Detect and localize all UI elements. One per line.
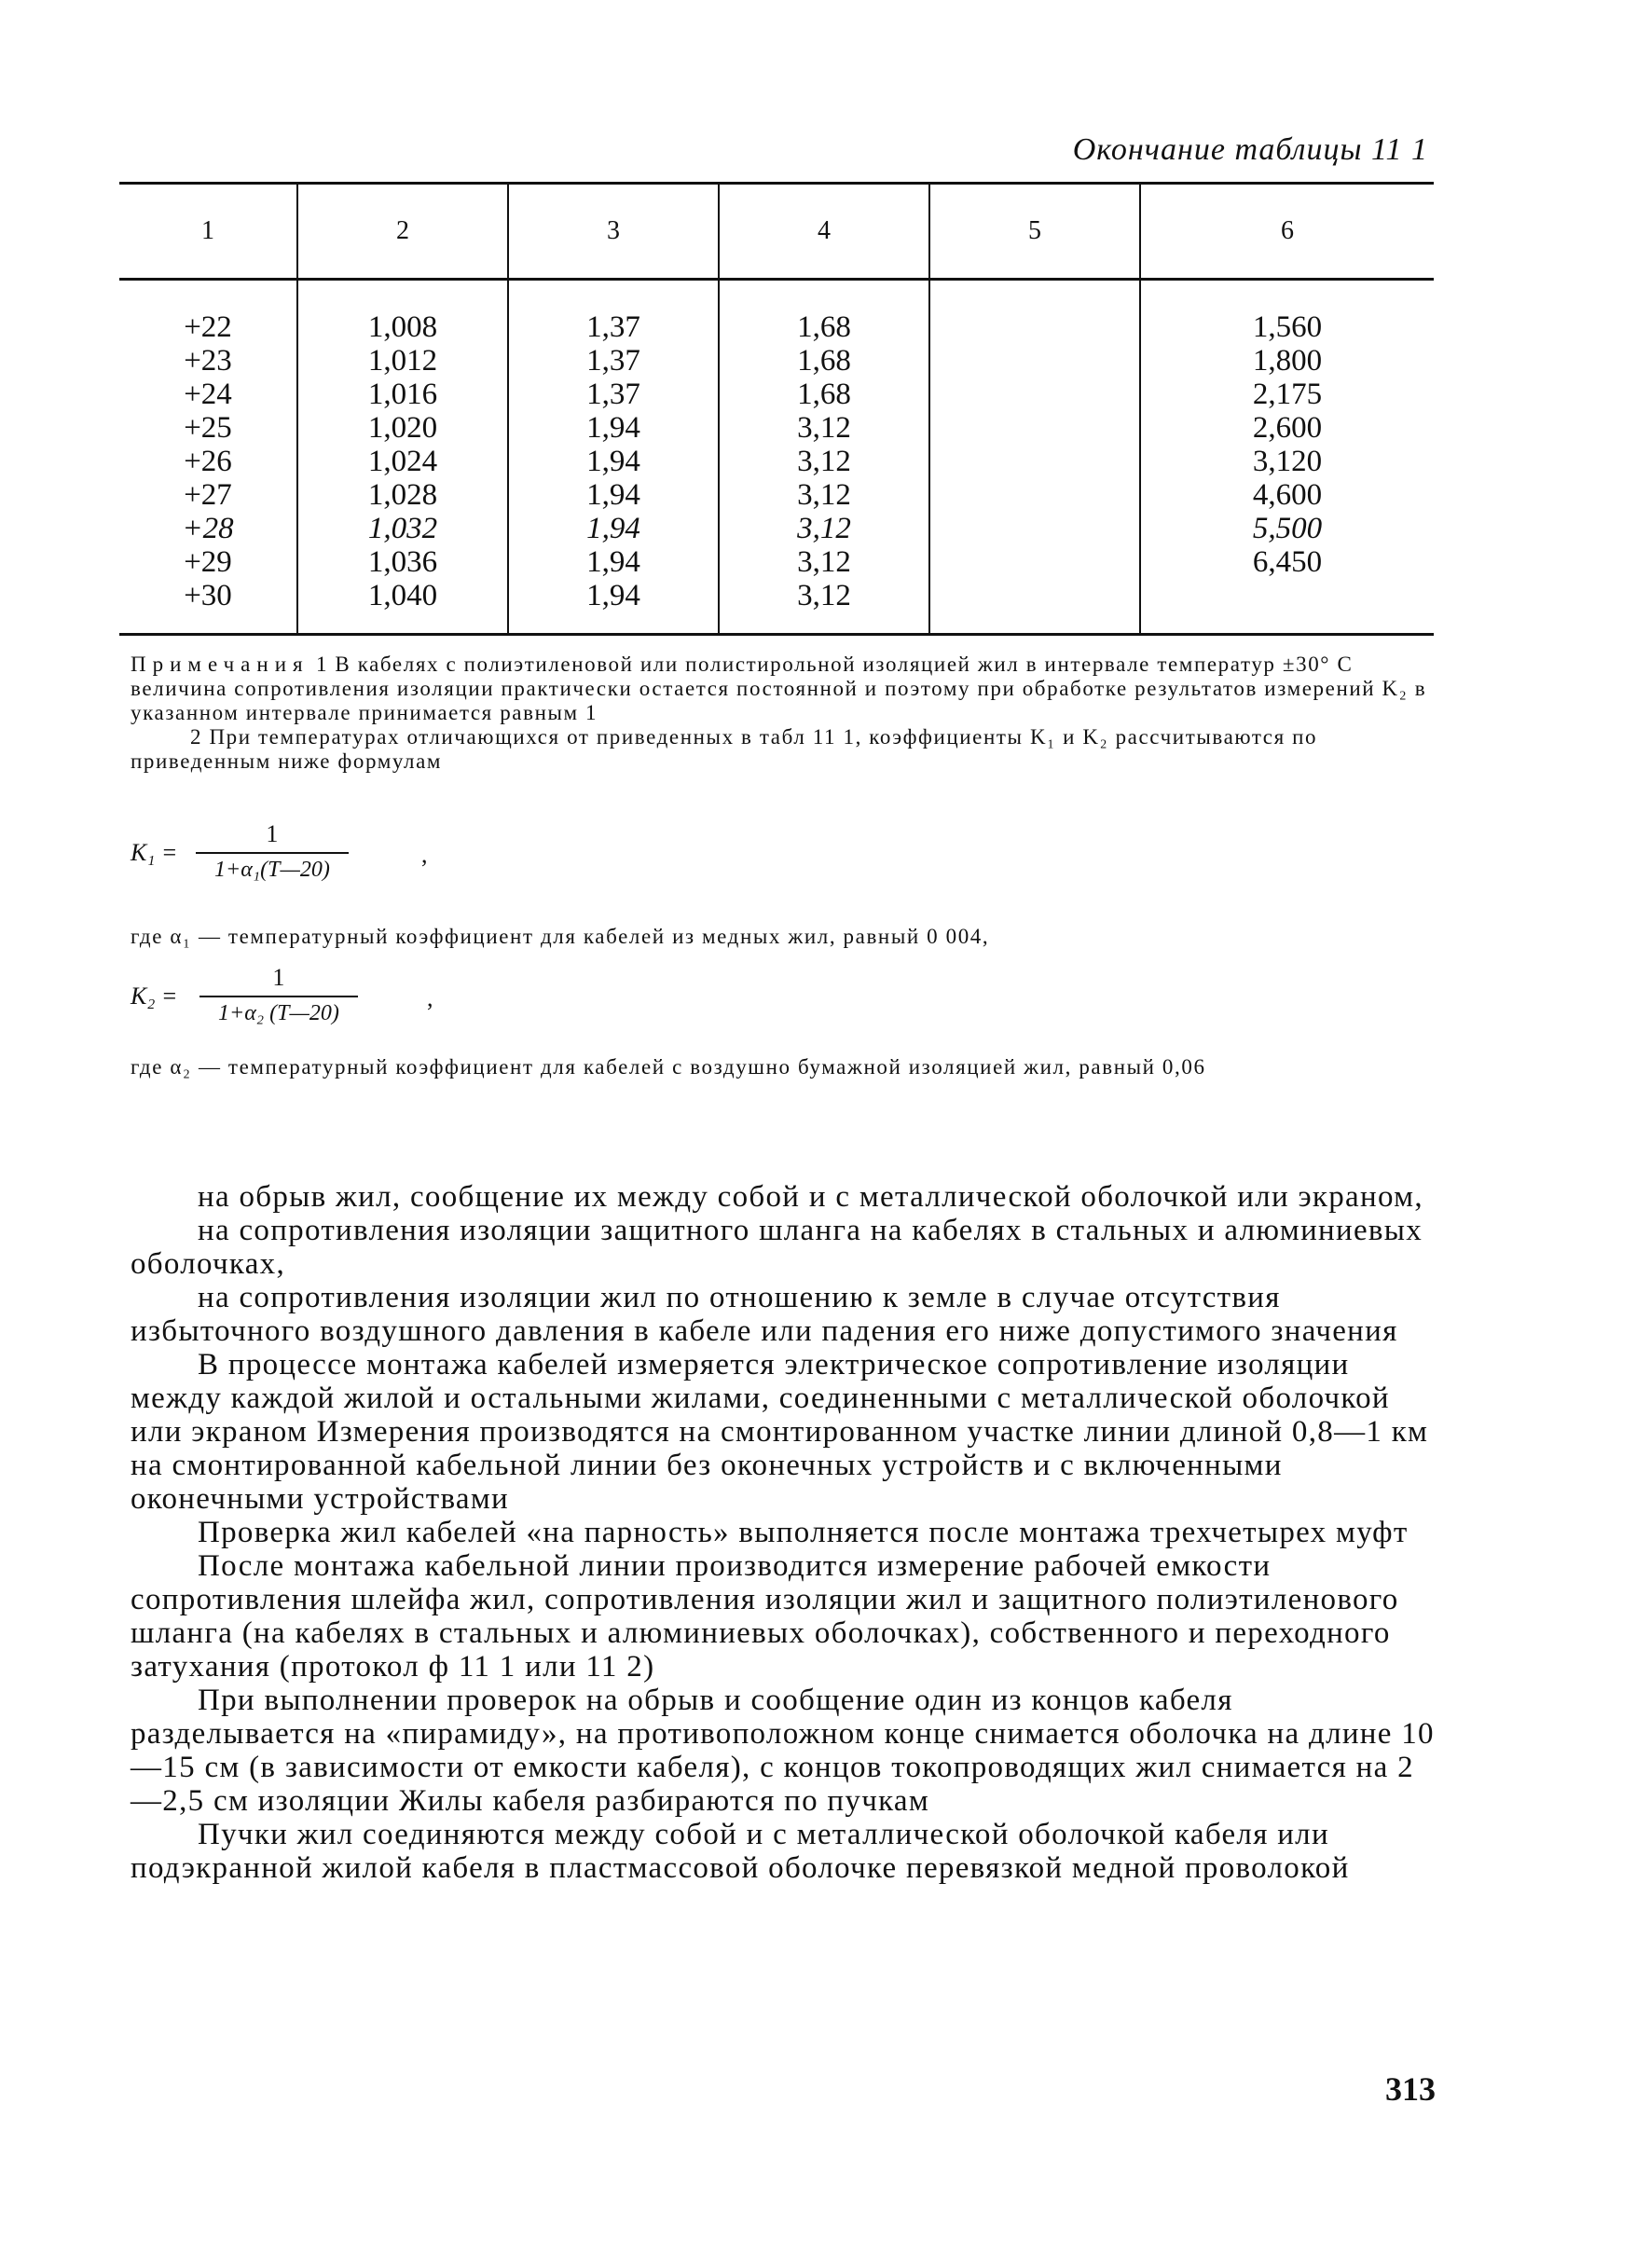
- table-cell: 3,12: [797, 411, 851, 445]
- formula-k1-numerator: 1: [266, 820, 279, 847]
- table-cell: 3,12: [797, 478, 851, 512]
- table-data-row: [119, 280, 1434, 635]
- formula-k2-numerator: 1: [272, 964, 285, 991]
- column-header-5: 5: [929, 184, 1140, 280]
- table-cell: 1,37: [586, 344, 640, 378]
- table-cell: 1,036: [367, 545, 438, 579]
- table-cell: 1,68: [797, 378, 851, 411]
- formula-k2-denominator: 1+α₂ (T—20): [199, 996, 358, 1026]
- table-cell: 1,94: [586, 579, 640, 612]
- formula-k1: [131, 820, 597, 904]
- table-cell: 3,12: [797, 445, 851, 478]
- formula-k1-denominator: 1+α₁(T—20): [196, 852, 349, 883]
- table-cell: 1,560: [1252, 310, 1323, 344]
- column-header-4: 4: [719, 184, 929, 280]
- table-cell: +26: [184, 445, 232, 478]
- table-cell: 1,94: [586, 512, 640, 545]
- table-cell: 1,020: [367, 411, 438, 445]
- table-cell: +24: [184, 378, 232, 411]
- formula-k1-lhs: K₁ =: [131, 839, 178, 866]
- body-paragraph: на обрыв жил, сообщение их между собой и с металлической оболочкой или экраном,: [198, 1180, 1423, 1214]
- table-cell: 1,94: [586, 411, 640, 445]
- column-1-values: [119, 280, 297, 635]
- body-paragraph: После монтажа кабельной линии производится измерение рабочей емкости сопротивления шлейфа жил, сопротивления изоляции жил и защитного полиэтиленового шланга (на кабелях в стальных и алюминиевых оболочках), собственного и переходного затухания (протокол ф 11 1 или 11 2): [131, 1549, 1399, 1684]
- table-continuation-caption: Окончание таблицы 11 1: [1072, 132, 1428, 167]
- column-header-3: 3: [508, 184, 719, 280]
- table-cell: +22: [184, 310, 232, 344]
- table-cell: 3,12: [797, 512, 851, 545]
- notes-label: Примечания: [131, 653, 309, 676]
- table-header-row: [119, 184, 1434, 280]
- column-header-2: 2: [297, 184, 508, 280]
- table-cell: +27: [184, 478, 232, 512]
- table-cell: 1,040: [367, 579, 438, 612]
- column-4-values: [719, 280, 929, 635]
- table-cell: 1,008: [367, 310, 438, 344]
- body-paragraph: Проверка жил кабелей «на парность» выполняется после монтажа трехчетырех муфт: [198, 1516, 1409, 1549]
- table-cell: 1,37: [586, 378, 640, 411]
- table-cell: 6,450: [1252, 545, 1323, 579]
- table-cell: +28: [182, 512, 234, 545]
- column-header-1: 1: [119, 184, 297, 280]
- body-paragraph: на сопротивления изоляции защитного шланга на кабелях в стальных и алюминиевых оболочках,: [131, 1214, 1423, 1281]
- table-cell: 3,120: [1252, 445, 1323, 478]
- formula-k1-comma: ,: [421, 841, 428, 868]
- body-paragraph: Пучки жил соединяются между собой и с металлической оболочкой кабеля или подэкранной жилой кабеля в пластмассовой оболочке перевязкой медной проволокой: [131, 1818, 1350, 1885]
- note-2: 2 При температурах отличающихся от приведенных в табл 11 1, коэффициенты K₁ и K₂ рассчитываются по приведенным ниже формулам: [131, 725, 1318, 773]
- table-cell: 1,028: [367, 478, 438, 512]
- table-cell: 1,016: [367, 378, 438, 411]
- column-header-6: 6: [1140, 184, 1434, 280]
- table-cell: 1,94: [586, 478, 640, 512]
- table-cell: 1,032: [367, 512, 438, 545]
- table-cell: +29: [184, 545, 232, 579]
- temperature-coefficient-table: [119, 182, 1434, 636]
- table-cell: 5,500: [1252, 512, 1323, 545]
- column-5-values: [929, 280, 1140, 635]
- formula-k1-fraction: [196, 820, 349, 883]
- table-notes: [131, 653, 1436, 774]
- table-cell: 1,94: [586, 445, 640, 478]
- table-cell: 1,800: [1252, 344, 1323, 378]
- table-cell: 3,12: [797, 579, 851, 612]
- table-cell: +25: [184, 411, 232, 445]
- table-cell: 1,012: [367, 344, 438, 378]
- table-cell: 3,12: [797, 545, 851, 579]
- table-cell: +30: [184, 579, 232, 612]
- column-6-values: [1140, 280, 1434, 635]
- body-text: [131, 1180, 1436, 1885]
- body-paragraph: В процессе монтажа кабелей измеряется электрическое сопротивление изоляции между каждой жилой и остальными жилами, соединенными с металлической оболочкой или экраном Измерения производятся на смонтированном участке линии длиной 0,8—1 км на смонтированной кабельной линии без оконечных устройств и с включенными оконечными устройствами: [131, 1348, 1429, 1516]
- table-cell: 2,600: [1252, 411, 1323, 445]
- formula-k2-fraction: [199, 964, 358, 1026]
- column-2-values: [297, 280, 508, 635]
- column-3-values: [508, 280, 719, 635]
- page-number: 313: [1385, 2070, 1436, 2108]
- where-alpha2: где α₂ — температурный коэффициент для кабелей с воздушно бумажной изоляцией жил, равный 0,06: [131, 1055, 1206, 1079]
- table-cell: 4,600: [1252, 478, 1323, 512]
- formula-k2-lhs: K₂ =: [131, 983, 178, 1010]
- formula-k2: [131, 964, 597, 1048]
- table-cell: 1,94: [586, 545, 640, 579]
- table-cell: 1,37: [586, 310, 640, 344]
- formula-k2-comma: ,: [427, 984, 433, 1011]
- table-cell: 1,68: [797, 344, 851, 378]
- table-cell: +23: [184, 344, 232, 378]
- table-cell: 1,68: [797, 310, 851, 344]
- body-paragraph: При выполнении проверок на обрыв и сообщение один из концов кабеля разделывается на «пирамиду», на противоположном конце снимается оболочка на длине 10—15 см (в зависимости от емкости кабеля), с концов токопроводящих жил снимается на 2—2,5 см изоляции Жилы кабеля разбираются по пучкам: [131, 1684, 1435, 1818]
- where-alpha1: где α₁ — температурный коэффициент для кабелей из медных жил, равный 0 004,: [131, 925, 990, 948]
- body-paragraph: на сопротивления изоляции жил по отношению к земле в случае отсутствия избыточного воздушного давления в кабеле или падения его ниже допустимого значения: [131, 1281, 1398, 1348]
- table-cell: 1,024: [367, 445, 438, 478]
- note-1: [131, 653, 1436, 725]
- note-1-text: 1 В кабелях с полиэтиленовой или полистирольной изоляцией жил в интервале температур ±30° С величина сопротивления изоляции практически остается постоянной и поэтому при обработке результатов измерений K₂ в указанном интервале принимается равным 1: [131, 653, 1427, 724]
- table-cell: 2,175: [1252, 378, 1323, 411]
